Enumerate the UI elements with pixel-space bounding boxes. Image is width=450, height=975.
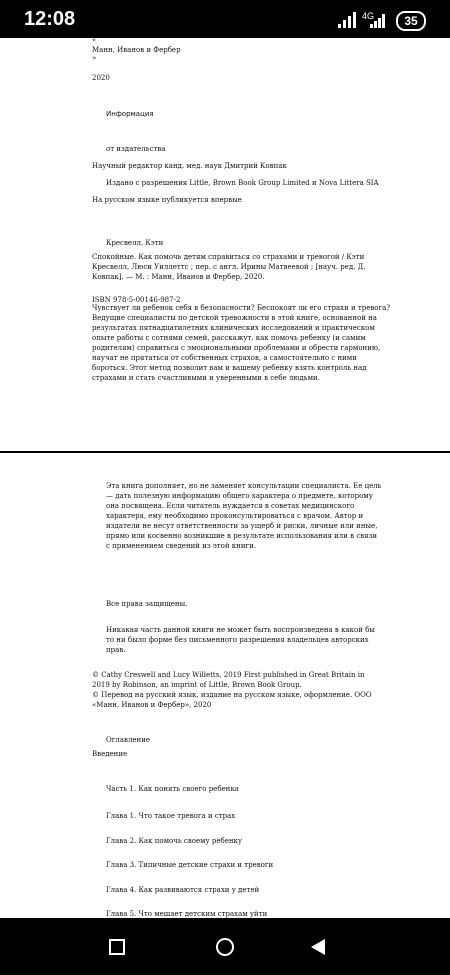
info-subtitle: от издательства — [106, 145, 166, 153]
signal-icon — [338, 12, 356, 28]
toc-item[interactable]: Глава 1. Что такое тревога и страх — [106, 812, 236, 820]
toc-item[interactable]: Часть 1. Как понять своего ребенка — [106, 785, 239, 793]
toc-item[interactable]: Глава 4. Как развиваются страхи у детей — [106, 886, 260, 894]
page-divider — [0, 451, 450, 453]
network-type: 4G — [362, 11, 375, 21]
copyright-translation: © Перевод на русский язык, издание на русском языке, оформление. ООО «Манн, Иванов и Фербер», 2020 — [92, 691, 372, 709]
clock: 12:08 — [24, 8, 76, 30]
quote-close: » — [92, 54, 97, 62]
navigation-bar — [0, 918, 450, 975]
status-bar — [0, 0, 450, 38]
copy-restriction: Никакая часть данной книги не может быть воспроизведена в какой бы то ни было форме без письменного разрешения владельцев авторских прав. — [106, 626, 375, 654]
toc-item[interactable]: Введение — [92, 750, 128, 758]
battery-icon: 35 — [396, 11, 426, 31]
citation: Спокойные. Как помочь детям справиться со страхами и тревогой / Кэти Кресвелл, Люси Уиллеттс ; пер. с англ. Ирины Матвеевой ; [науч. ред. Д. Ковпак]. — М. : Манн, Иванов и Фербер, 2020. — [92, 253, 366, 281]
toc-item[interactable]: Глава 3. Типичные детские страхи и тревоги — [106, 861, 274, 869]
quote-open: « — [92, 36, 97, 44]
recent-apps-button[interactable] — [102, 932, 132, 962]
rights-reserved: Все права защищены. — [106, 600, 188, 608]
permission-line: Издано с разрешения Little, Brown Book Group Limited и Nova Littera SIA — [106, 179, 379, 187]
lte-signal-icon — [362, 11, 386, 28]
toc-item[interactable]: Глава 5. Что мешает детским страхам уйти — [106, 910, 268, 918]
isbn: ISBN 978-5-00146-987-2 — [92, 296, 181, 304]
copyright-original: © Cathy Creswell and Lucy Willetts, 2019 First published in Great Britain in 2019 by Robinson, an imprint of Little, Brown Book Group. — [92, 671, 365, 689]
annotation: Чувствует ли ребенок себя в безопасности? Беспокоят ли его страхи и тревога? Ведущие специалисты по детской тревожности в этой книге, основанной на результатах пятнадцатилетних клинических исследований и практическом опыте работы с сотнями семей, расскажут, как помочь ребенку (и самим родителям) справиться с эмоциональными проблемами и обрести гармонию, научат не прятаться от собственных страхов, а самостоятельно с ними бороться. Этот метод позволит вам и вашему ребенку взять контроль над страхами и стать счастливыми и уверенными в себе людьми. — [92, 304, 391, 382]
disclaimer: Эта книга дополняет, но не заменяет консультации специалиста. Ее цель — дать полезную информацию общего характера о предмете, которому она посвящена. Если читатель нуждается в советах медицинского характера, ему необходимо проконсультироваться с врачом. Автор и издатели не несут ответственности за ущерб и риски, личные или иные, прямо или косвенно возникшие в результате использования или в связи с применением сведений из этой книги. — [106, 482, 382, 550]
book-page[interactable] — [0, 38, 450, 918]
back-button[interactable] — [303, 932, 333, 962]
first-publication: На русском языке публикуется впервые — [92, 196, 242, 204]
toc-title: Оглавление — [106, 736, 151, 744]
year: 2020 — [92, 74, 110, 82]
home-button[interactable] — [210, 932, 240, 962]
toc-item[interactable]: Глава 2. Как помочь своему ребенку — [106, 837, 243, 845]
publisher-name: Манн, Иванов и Фербер — [92, 46, 181, 54]
editor-line: Научный редактор канд. мед. наук Дмитрий Ковпак — [92, 162, 287, 170]
info-title: Информация — [106, 110, 154, 118]
author-line: Кресвелл, Кэти — [106, 239, 164, 247]
